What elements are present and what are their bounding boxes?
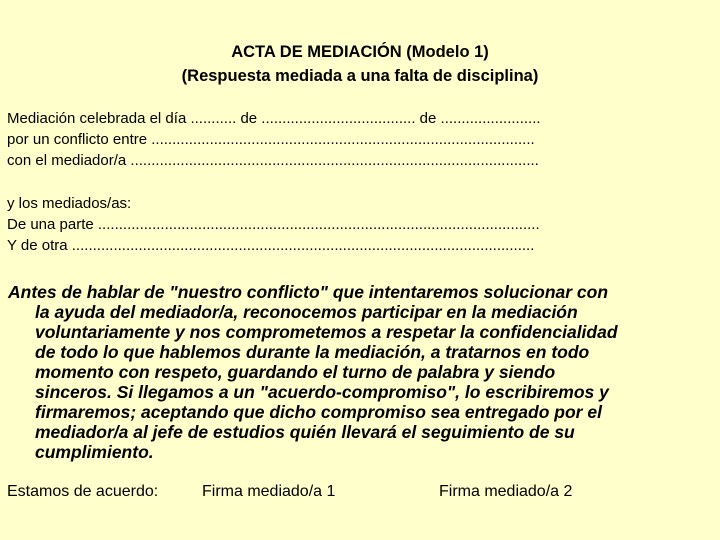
party-two-field-line: Y de otra ............................................................................................................... [7, 237, 535, 254]
agreement-label: Estamos de acuerdo: [7, 483, 159, 500]
title-line-2: (Respuesta mediada a una falta de disciplina) [181, 67, 539, 85]
statement-line: mediador/a al jefe de estudios quién llevará el seguimiento de su [35, 422, 575, 442]
party-one-field-line: De una parte .......................................................................................................... [7, 216, 540, 233]
commitment-statement [8, 282, 708, 462]
statement-line: voluntariamente y nos comprometemos a respetar la confidencialidad [35, 322, 618, 342]
signature-mediated-1: Firma mediado/a 1 [202, 483, 336, 500]
statement-line: Antes de hablar de "nuestro conflicto" que intentaremos solucionar con [8, 282, 609, 302]
mediation-details [7, 108, 541, 171]
date-field-line: Mediación celebrada el día ........... de ..................................... de ........................ [7, 110, 541, 127]
statement-line: la ayuda del mediador/a, reconocemos participar en la mediación [35, 302, 578, 322]
statement-line: de todo lo que hablemos durante la mediación, a tratarnos en todo [35, 342, 590, 362]
conflict-field-line: por un conflicto entre ............................................................................................ [7, 131, 535, 148]
statement-line: cumplimiento. [35, 442, 154, 462]
statement-line: sinceros. Si llegamos a un "acuerdo-compromiso", lo escribiremos y [35, 382, 609, 402]
mediator-field-line: con el mediador/a .................................................................................................. [7, 152, 539, 169]
mediated-heading: y los mediados/as: [7, 195, 132, 212]
statement-line: firmaremos; aceptando que dicho compromiso sea entregado por el [35, 402, 602, 422]
mediated-parties [7, 193, 540, 256]
statement-continuation [8, 302, 708, 462]
signature-mediated-2: Firma mediado/a 2 [439, 483, 573, 500]
statement-line: momento con respeto, guardando el turno de palabra y siendo [35, 362, 556, 382]
title-line-1: ACTA DE MEDIACIÓN (Modelo 1) [231, 43, 489, 61]
document-title [0, 40, 720, 88]
